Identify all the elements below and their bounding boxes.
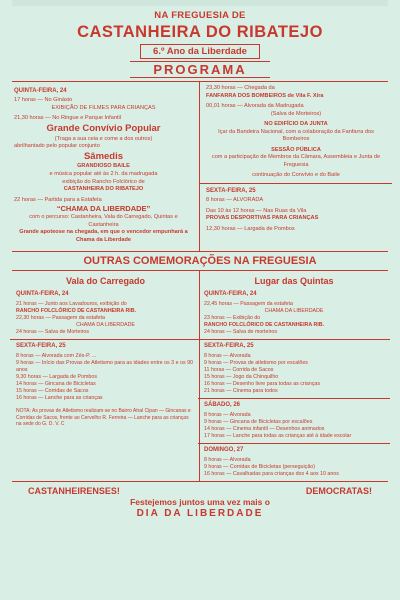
footer-dia-liberdade: DIA DA LIBERDADE	[136, 507, 264, 519]
event-detail: abrilhantado pelo popular conjunto	[14, 143, 100, 150]
day-heading: SÁBADO, 26	[204, 402, 241, 409]
event-time: 16 horas — Cavalhadas para crianças dos 4 aos 10 anos	[204, 470, 339, 477]
outras-grid	[12, 271, 388, 481]
day-heading: QUINTA-FEIRA, 24	[16, 291, 69, 298]
divider	[10, 339, 201, 340]
programa-left-column	[12, 82, 200, 251]
day-heading: SEXTA-FEIRA, 25	[16, 343, 66, 350]
event-time: 15 horas — Corridas de Sacos	[16, 388, 89, 395]
event-detail: Grande apoteose na chegada, em que o vencedor empunhará a Chama da Liberdade	[19, 229, 188, 243]
event-time: 9 horas — Provas de atletismo por escalões	[204, 360, 308, 367]
event-time: 8 horas — Alvorada com Zés-P. ...	[16, 353, 97, 360]
vala-column	[12, 271, 200, 481]
event-time: 24 horas — Salva de morteiros	[204, 329, 278, 336]
event-text	[14, 197, 193, 245]
event-detail: com a participação de Membros da Câmara, Assembleia e Junta de Freguesia	[211, 154, 381, 168]
event-time: 23,30 horas — Chegada da	[206, 85, 275, 91]
event-time: 14 horas — Cinema infantil — Desenhos animados	[204, 425, 325, 432]
event-detail: RANCHO FOLCLÓRICO DE CASTANHEIRA RIB.	[16, 308, 137, 315]
footer-banner	[12, 481, 388, 519]
event-time: 22,30 horas — Passagem da estafeta	[16, 315, 105, 322]
event-text	[14, 97, 193, 112]
event-time: Das 10 às 12 horas — Nas Ruas da Vila	[206, 207, 307, 214]
programa-grid	[12, 81, 388, 251]
event-time: 14 horas — Gincana de Bicicletas	[16, 381, 96, 388]
event-text	[206, 103, 386, 118]
event-title: “CHAMA DA LIBERDADE”	[56, 204, 151, 214]
event-subtitle: (Traga a sua ceia e come a dos outros)	[54, 135, 153, 142]
event-title: SESSÃO PÚBLICA	[271, 146, 321, 153]
event-detail: com o percurso: Castanheira, Vala do Carregado, Quintas e Castanheira	[29, 214, 178, 228]
vala-note: NOTA: As provas de Atletismo realizam-se no Bairro Atral Cipan — Gincanas e Corridas de Sacos, frente ao Cervelho R. Ferreira — Lanche para as crianças na sede do G. D. V. C	[16, 408, 191, 428]
day-heading: DOMINGO, 27	[204, 446, 244, 453]
event-detail: CHAMA DA LIBERDADE	[76, 322, 135, 329]
quintas-title: Lugar das Quintas	[254, 275, 334, 286]
event-title: PROVAS DESPORTIVAS PARA CRIANÇAS	[206, 215, 319, 222]
event-time: 21 horas — Junto aos Lavadouros, exibição do	[16, 301, 127, 308]
event-time: 00,01 horas — Alvorada da Madrugada	[206, 103, 304, 110]
event-time: 9,30 horas — Largada de Pombos	[16, 374, 97, 381]
event-detail: FANFARRA DOS BOMBEIROS de Vila F. Xira	[206, 92, 324, 99]
day-heading: SEXTA-FEIRA, 25	[206, 188, 256, 195]
event-time: 8 horas — Alvorada	[204, 353, 251, 360]
event-title: NO EDIFÍCIO DA JUNTA	[264, 121, 328, 128]
event-time: 24 horas — Salva de Morteiros	[16, 329, 90, 336]
event-time: 16 horas — Lanche para as crianças	[16, 395, 103, 402]
event-detail: RANCHO FOLCLÓRICO DE CASTANHEIRA RIB.	[204, 322, 325, 329]
ano-liberdade-box: 6.º Ano da Liberdade	[140, 44, 260, 59]
top-strip	[12, 0, 388, 6]
event-text	[206, 85, 386, 100]
event-time: 8 horas — Alvorada	[204, 411, 251, 418]
footer-line1	[12, 486, 388, 496]
event-text	[206, 121, 386, 144]
footer-democratas: DEMOCRATAS!	[305, 485, 372, 496]
footer-line2: Festejemos juntos uma vez mais o	[130, 496, 270, 507]
event-title: EXIBIÇÃO DE FILMES PARA CRIANÇAS	[51, 104, 156, 111]
divider	[200, 183, 392, 184]
event-time: 12,30 horas — Largada de Pombos	[206, 225, 295, 232]
event-title: Grande Convívio Popular	[46, 122, 161, 134]
programa-right-column	[200, 82, 388, 251]
divider	[198, 398, 390, 399]
day-heading: QUINTA-FEIRA, 24	[14, 88, 67, 94]
day-heading: QUINTA-FEIRA, 24	[204, 291, 257, 298]
outras-heading: OUTRAS COMEMORAÇÕES NA FREGUESIA	[12, 251, 388, 271]
event-time: 9 horas — Início das Provas de Atletismo para as idades entre os 3 e os 90 anos	[16, 360, 193, 374]
event-time: 21 horas — Cinema para todos	[204, 388, 278, 395]
programa-heading: PROGRAMA	[130, 61, 270, 78]
event-detail: GRANDIOSO BAILE	[77, 163, 130, 170]
day-heading: SEXTA-FEIRA, 25	[204, 343, 254, 350]
event-text	[14, 115, 193, 193]
header-line1: NA FREGUESIA DE	[154, 10, 246, 21]
event-time: 11 horas — Corrida de Sacos	[204, 367, 274, 374]
event-detail: e música popular até às 2 h. da madrugada	[49, 171, 158, 177]
event-time: 17 horas — No Ginásio	[14, 97, 73, 104]
footer-castanheirenses: CASTANHEIRENSES!	[28, 485, 120, 496]
vala-title: Vala do Carregado	[65, 275, 146, 286]
event-time: 21,30 horas — No Ringue e Parque Infantil	[14, 115, 121, 122]
event-text	[206, 147, 386, 170]
event-detail: CASTANHEIRA DO RIBATEJO	[63, 186, 144, 193]
event-time: 22 horas — Partida para a Estafeta	[14, 196, 102, 203]
band-name: Sâmedis	[83, 150, 124, 162]
event-time: 15 horas — Jogo da Chinquilho	[204, 374, 279, 381]
event-time: 8 horas — Alvorada	[204, 456, 251, 463]
event-detail: CHAMA DA LIBERDADE	[264, 308, 324, 315]
event-detail: exibição do Rancho Folclórico de	[62, 178, 145, 185]
event-detail: Içar da Bandeira Nacional, com a colaboração da Fanfarra dos Bombeiros	[218, 128, 374, 143]
event-detail: (Salva de Morteiros)	[270, 110, 322, 117]
event-text	[206, 208, 386, 223]
divider	[198, 339, 390, 340]
event-time: 9 horas — Gincana de Bicicletas por escalões	[204, 418, 313, 425]
header-title: CASTANHEIRA DO RIBATEJO	[77, 23, 323, 41]
event-time: 16 horas — Desenho livre para todas as crianças	[204, 381, 321, 388]
event-time: 23 horas — Exibição do	[204, 315, 261, 322]
quintas-column	[200, 271, 388, 481]
event-detail: continuação do Convívio e do Baile	[252, 172, 340, 179]
divider	[198, 443, 390, 444]
event-time: 8 horas — ALVORADA	[206, 197, 264, 204]
event-time: 17 horas — Lanche para todas as crianças até à idade escolar	[204, 432, 352, 439]
event-time: 22,45 horas — Passagem da estafeta	[204, 301, 293, 308]
event-time: 9 horas — Corridas de Bicicletas (perseguição)	[204, 463, 315, 470]
